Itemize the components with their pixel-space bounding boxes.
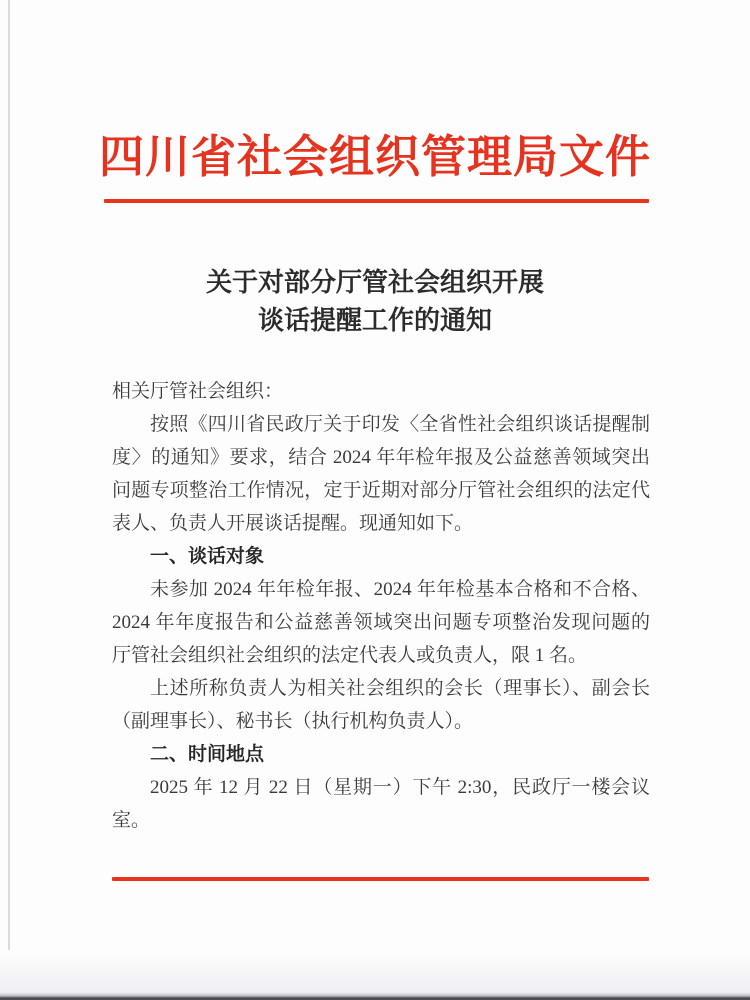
body-line: 2024 年年度报告和公益慈善领域突出问题专项整治发现问题的 xyxy=(112,612,650,633)
body-line: 未参加 2024 年年检年报、2024 年年检基本合格和不合格、 xyxy=(150,579,650,600)
body-line: 室。 xyxy=(112,810,151,831)
body-line: 2025 年 12 月 22 日（星期一）下午 2:30，民政厅一楼会议 xyxy=(150,777,650,798)
scan-smudge-artifact xyxy=(0,953,750,993)
body-line: 问题专项整治工作情况，定于近期对部分厅管社会组织的法定代 xyxy=(112,480,650,501)
body-line: 上述所称负责人为相关社会组织的会长（理事长）、副会长 xyxy=(150,678,650,699)
document-title-line-1: 关于对部分厅管社会组织开展 xyxy=(205,268,544,297)
red-separator-bottom xyxy=(112,877,649,881)
body-line: 表人、负责人开展谈话提醒。现通知如下。 xyxy=(112,513,474,534)
document-title xyxy=(0,264,750,340)
section-heading-2: 二、时间地点 xyxy=(150,744,265,765)
document-title-line-2: 谈话提醒工作的通知 xyxy=(257,306,492,335)
agency-header-title: 四川省社会组织管理局文件 xyxy=(98,132,651,182)
body-line: 度〉的通知》要求，结合 2024 年年检年报及公益慈善领域突出 xyxy=(112,447,650,468)
document-body xyxy=(112,375,650,837)
body-line: （副理事长）、秘书长（执行机构负责人）。 xyxy=(112,711,474,732)
section-heading-1: 一、谈话对象 xyxy=(150,546,265,567)
body-line: 厅管社会组织社会组织的法定代表人或负责人，限 1 名。 xyxy=(112,645,588,666)
red-separator-top xyxy=(104,199,649,203)
scan-bottom-page-edge xyxy=(0,992,750,1000)
salutation-line: 相关厅管社会组织： xyxy=(112,381,284,402)
body-line: 按照《四川省民政厅关于印发〈全省性社会组织谈话提醒制 xyxy=(150,414,650,435)
